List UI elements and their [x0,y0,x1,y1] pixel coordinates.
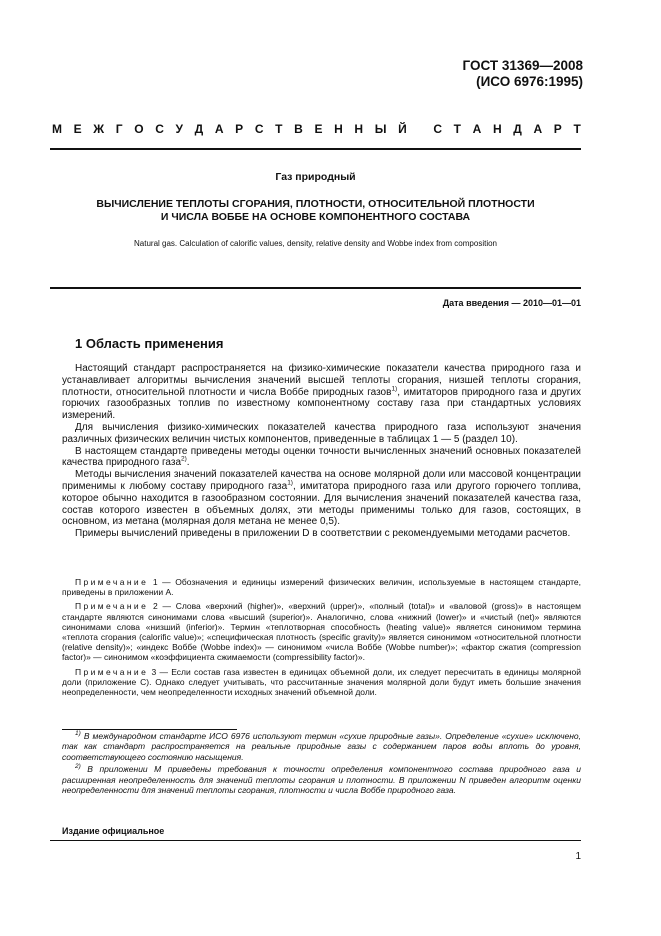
paragraph: В настоящем стандарте приведены методы оценки точности вычисленных значений основных показателей качества природного газа$^{2)}$. [62,445,581,469]
note-3: Примечание 3 — Если состав газа известен в единицах объемной доли, их следует пересчитать в единицы молярной доли (приложение С). Однако следует учитывать, что рассчитанные значения молярной доли будут иметь большие значения неопределенности, чем неопределенности исходных значений объемной доли. [62,666,581,698]
banner-letter: Н [492,122,502,136]
paragraph: Методы вычисления значений показателей качества на основе молярной доли или массовой концентрации применимы к любому составу природного газа$^{1)}$, имитатора природного газа или другого горючего топлива, которое обычно находится в газообразном состоянии. Для вычисления значений показателей качества газа, состав которого известен в объемных долях, эти методы применимы только для газов, состоящих, в основном, из метана (молярная доля метана не менее 0,5). [62,469,581,528]
banner-letter: Т [453,122,462,136]
top-rule [50,148,581,150]
banner-letter: Р [235,122,244,136]
footnote-2: $^{2)}$ В приложении М приведены требования к точности определения компонентного состава природного газа и расширенная неопределенность для значений теплоты сгорания и плотности. В приложении N приведен алгоритм оценки неопределенности для значений теплоты сгорания, плотности и числа Воббе природного газа. [62,763,581,796]
main-title-line2: И ЧИСЛА ВОББЕ НА ОСНОВЕ КОМПОНЕНТНОГО СОСТАВА [160,211,471,223]
banner-letter: Ж [93,122,105,136]
footnote-ref: 2) [181,456,187,464]
standard-number: ГОСТ 31369—2008 [462,58,583,73]
section-title: 1 Область применения [75,336,224,351]
banner-letter: Н [354,122,364,136]
banner-letter: Д [513,122,522,136]
banner-letter: С [155,122,164,136]
note-label: Примечание [75,666,149,677]
standard-designation [463,58,583,90]
banner-letter: С [254,122,264,136]
footnote-1: $^{1)}$ В международном стандарте ИСО 6976 используют термин «сухие природные газы». Определение «сухие» исключено, так как стандарт распространяется на реальные природные газы с содержанием паров воды вплоть до уровня, соответствующего состоянию насыщения. [62,730,581,762]
banner-letter: А [472,122,482,136]
banner-letter: С [433,122,443,136]
note-2: Примечание 2 — Слова «верхний (higher)», «верхний (upper)», «полный (total)» и «валовой (gross)» в настоящем стандарте являются синонимами слова «высший (superior)». Аналогично, слова «нижний (lower)» и «чистый (net)» являются синонимами слова «низший (inferior)». Термин «теплотворная способность (heating value)» является синонимом термина «теплота сгорания (calorific value)»; «специфическая плотность (specific gravity)» является синонимом «относительной плотности (relative density)»; «индекс Воббе (Wobbe index)» — синонимом «числа Воббе (Wobbe number)»; «фактор сжатия (compression factor)» — синонимом «коэффициента сжимаемости (compressibility factor)». [62,601,581,663]
banner-letter: Г [115,122,123,136]
interstate-standard-banner [52,122,581,136]
paragraph: Для вычисления физико-химических показателей качества природного газа используют значения различных физических величин чистых компонентов, приведенные в таблицах 1 — 5 (раздел 10). [62,421,581,445]
banner-letter: М [52,122,62,136]
note-label: Примечание [75,577,149,587]
paragraph: Примеры вычислений приведены в приложении D в соответствии с рекомендуемыми методами расчетов. [75,528,571,540]
banner-letter: Т [573,122,581,136]
footnote-ref: 1) [287,479,293,487]
footnotes [62,731,581,797]
banner-letter: Е [73,122,82,136]
main-title [50,198,581,224]
banner-letter [418,122,421,136]
english-title: Natural gas. Calculation of calorific values, density, relative density and Wobbe index from composition [134,239,497,248]
footer-rule [50,840,581,841]
note-1: Примечание 1 — Обозначения и единицы измерений физических величин, используемые в настоящем стандарте, приведены в приложении А. [62,577,581,598]
subject-title: Газ природный [275,171,356,183]
banner-letter: Е [314,122,323,136]
banner-letter: Н [334,122,343,136]
iso-number: (ИСО 6976:1995) [476,74,583,89]
banner-letter: Й [398,122,407,136]
banner-letter: В [294,122,303,136]
footnote-ref: 1) [391,385,398,393]
paragraph: Настоящий стандарт распространяется на физико-химические показатели качества природного газа и устанавливает алгоритмы вычисления значений высшей теплоты сгорания, низшей теплоты сгорания, плотности, относительной плотности и числа Воббе природных газов$^{1)}$, имитаторов природного газа и других горючих газообразных топлив по известному компонентному составу газа при стандартных условиях измерений. [62,363,581,422]
page-number: 1 [575,851,581,862]
banner-letter: Д [194,122,204,136]
banner-letter: Р [553,122,562,136]
introduction-date: Дата введения — 2010—01—01 [442,298,581,308]
banner-letter: У [175,122,184,136]
banner-letter: Ы [374,122,387,136]
banner-letter: А [533,122,543,136]
notes [62,577,581,701]
footnote-rule [62,729,237,730]
title-bottom-rule [50,287,581,289]
banner-letter: О [134,122,144,136]
main-title-line1: ВЫЧИСЛЕНИЕ ТЕПЛОТЫ СГОРАНИЯ, ПЛОТНОСТИ, ОТНОСИТЕЛЬНОЙ ПЛОТНОСТИ [96,198,535,210]
banner-letter: А [214,122,224,136]
banner-letter: Т [275,122,283,136]
official-edition: Издание официальное [62,826,165,836]
section-body [62,363,581,540]
note-label: Примечание [75,601,149,612]
